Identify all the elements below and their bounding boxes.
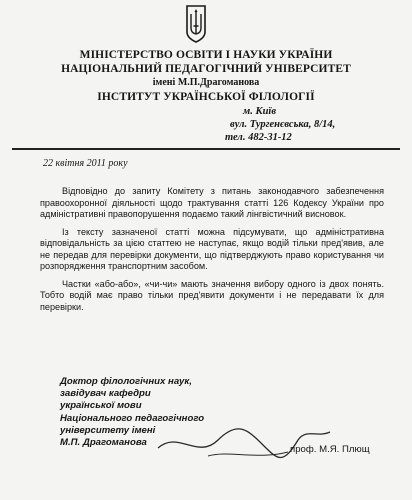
signatory-university-2: університету імені bbox=[60, 424, 156, 436]
trident-emblem-icon bbox=[185, 4, 207, 44]
body-paragraph-1: Відповідно до запиту Комітету з питань законодавчого забезпечення правоохоронної діяльності щодо трактування статті 126 Кодексу України про адміністративні правопорушення подаємо такий лінгвістичний висновок. bbox=[40, 186, 384, 219]
institute-title: ІНСТИТУТ УКРАЇНСЬКОЇ ФІЛОЛОГІЇ bbox=[97, 91, 315, 103]
signatory-degree: Доктор філологічних наук, bbox=[60, 376, 192, 387]
signatory-position: завідувач кафедри bbox=[60, 388, 151, 400]
handwritten-signature bbox=[148, 410, 338, 470]
address-street: вул. Тургенєвська, 8/14, bbox=[230, 119, 336, 130]
signatory-university: Національного педагогічного bbox=[60, 412, 205, 424]
signatory-university-namesake: М.П. Драгоманова bbox=[60, 437, 147, 449]
letter-date: 22 квітня 2011 року bbox=[43, 158, 128, 169]
body-paragraph-2: Із тексту зазначеної статті можна підсумувати, що адміністративна відповідальність за цією статтею не наступає, якщо водій тільки пред'явив, але не передав для перевірки документи, що підтверджують право користування чи розпорядження транспортним засобом. bbox=[40, 226, 384, 271]
header-divider bbox=[12, 148, 400, 150]
letterhead bbox=[0, 48, 412, 104]
ministry-title: МІНІСТЕРСТВО ОСВІТИ І НАУКИ УКРАЇНИ bbox=[79, 49, 333, 61]
signatory-department: української мови bbox=[60, 400, 142, 412]
address-block bbox=[225, 105, 336, 144]
address-city: м. Київ bbox=[243, 106, 277, 117]
university-namesake: імені М.П.Драгоманова bbox=[152, 77, 260, 88]
body-paragraph-3: Частки «або-або», «чи-чи» мають значення вибору одного із двох понять. Тобто водій має право тільки пред'явити документи і не передавати їх для перевірки. bbox=[40, 278, 384, 312]
address-phone: тел. 482-31-12 bbox=[225, 132, 292, 143]
university-title: НАЦІОНАЛЬНИЙ ПЕДАГОГІЧНИЙ УНІВЕРСИТЕТ bbox=[61, 63, 351, 75]
signatory-name: проф. М.Я. Плющ bbox=[290, 444, 370, 455]
letter-body bbox=[40, 186, 384, 319]
